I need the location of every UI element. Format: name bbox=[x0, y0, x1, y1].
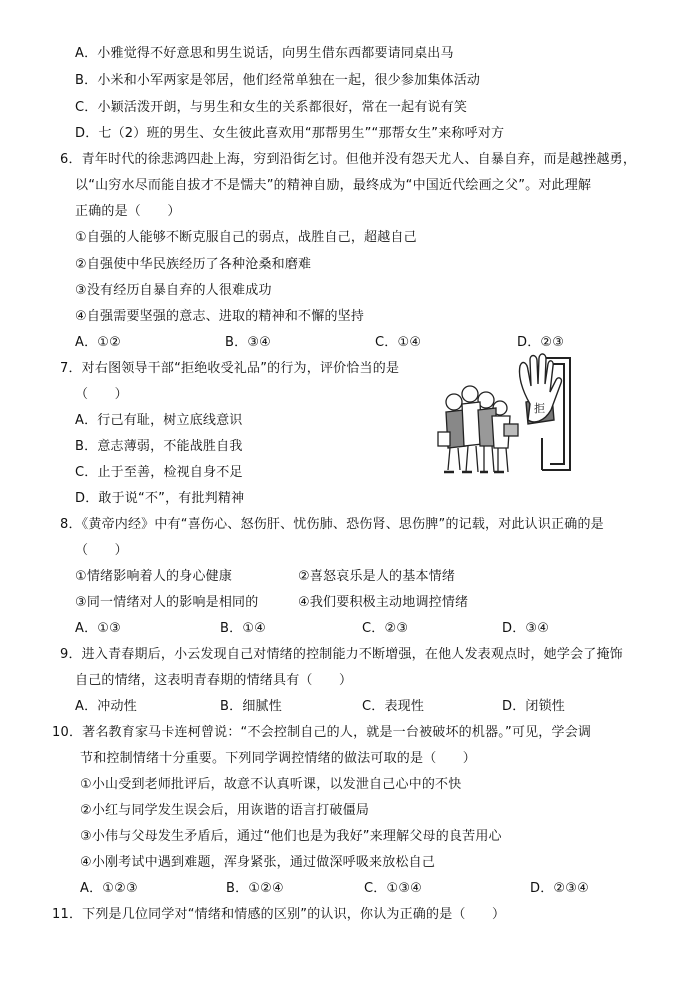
people-with-gifts-icon bbox=[438, 386, 518, 472]
q8-statement-3: ③同一情绪对人的影响是相同的 bbox=[75, 595, 259, 610]
q10-statement-4: ④小刚考试中遇到难题，浑身紧张，通过做深呼吸来放松自己 bbox=[80, 855, 436, 870]
q6-statement-1: ①自强的人能够不断克服自己的弱点，战胜自己，超越自己 bbox=[75, 230, 417, 245]
q10-statement-1: ①小山受到老师批评后，故意不认真听课，以发泄自己心中的不快 bbox=[80, 777, 462, 792]
q9-option-a: A．冲动性 bbox=[75, 699, 137, 714]
q5-option-d: D．七（2）班的男生、女生彼此喜欢用“那帮男生”“那帮女生”来称呼对方 bbox=[75, 126, 505, 141]
q7-option-b: B．意志薄弱，不能战胜自我 bbox=[75, 439, 243, 454]
q8-statement-1: ①情绪影响着人的身心健康 bbox=[75, 569, 233, 584]
q6-option-d: D．②③ bbox=[517, 335, 565, 350]
q5-option-a: A．小雅觉得不好意思和男生说话，向男生借东西都要请同桌出马 bbox=[75, 46, 454, 61]
q7-option-a: A．行己有耻，树立底线意识 bbox=[75, 413, 243, 428]
q8-option-c: C．②③ bbox=[362, 621, 409, 636]
q8-stem-line-1: 8．《黄帝内经》中有“喜伤心、怒伤肝、忧伤肺、恐伤肾、思伤脾”的记载，对此认识正确的是 bbox=[60, 517, 604, 532]
q6-stem-line-1: 6．青年时代的徐悲鸿四赴上海，穷到沿街乞讨。但他并没有怨天尤人、自暴自弃，而是越挫越勇， bbox=[60, 152, 637, 167]
q6-option-a: A．①② bbox=[75, 335, 122, 350]
q6-stem-line-3: 正确的是（ ） bbox=[75, 204, 181, 219]
q6-options bbox=[75, 335, 564, 351]
q8-statement-4: ④我们要积极主动地调控情绪 bbox=[298, 595, 469, 610]
q6-statement-2: ②自强使中华民族经历了各种沧桑和磨难 bbox=[75, 257, 312, 272]
q10-option-d: D．②③④ bbox=[530, 881, 589, 896]
q8-options bbox=[75, 621, 549, 637]
q10-option-b: B．①②④ bbox=[226, 881, 284, 896]
q7-illustration bbox=[430, 350, 582, 480]
q5-option-c: C．小颖活泼开朗，与男生和女生的关系都很好，常在一起有说有笑 bbox=[75, 100, 468, 115]
q10-options bbox=[80, 881, 589, 897]
q9-stem-line-1: 9．进入青春期后，小云发现自己对情绪的控制能力不断增强，在他人发表观点时，她学会了掩饰 bbox=[60, 647, 623, 662]
q9-option-b: B．细腻性 bbox=[220, 699, 282, 714]
q6-option-c: C．①④ bbox=[375, 335, 422, 350]
q9-option-d: D．闭锁性 bbox=[502, 699, 566, 714]
q7-option-d: D．敢于说“不”，有批判精神 bbox=[75, 491, 245, 506]
q6-option-b: B．③④ bbox=[225, 335, 272, 350]
q10-statement-3: ③小伟与父母发生矛盾后，通过“他们也是为我好”来理解父母的良苦用心 bbox=[80, 829, 502, 844]
q10-statement-2: ②小红与同学发生误会后，用诙谐的语言打破僵局 bbox=[80, 803, 370, 818]
q8-option-a: A．①③ bbox=[75, 621, 122, 636]
q8-option-d: D．③④ bbox=[502, 621, 550, 636]
q10-stem-line-2: 节和控制情绪十分重要。下列同学调控情绪的做法可取的是（ ） bbox=[80, 751, 477, 766]
q11-stem: 11．下列是几位同学对“情绪和情感的区别”的认识，你认为正确的是（ ） bbox=[52, 907, 506, 922]
q8-stem-line-2: （ ） bbox=[75, 543, 128, 558]
q10-stem-line-1: 10．著名教育家马卡连柯曾说：“不会控制自己的人，就是一台被破坏的机器。”可见，学会调 bbox=[52, 725, 592, 740]
q7-stem-line-1: 7．对右图领导干部“拒绝收受礼品”的行为，评价恰当的是 bbox=[60, 361, 400, 376]
q9-stem-line-2: 自己的情绪，这表明青春期的情绪具有（ ） bbox=[75, 673, 353, 688]
hand-label: 拒 bbox=[534, 402, 545, 415]
q9-option-c: C．表现性 bbox=[362, 699, 425, 714]
q7-stem-line-2: （ ） bbox=[75, 387, 128, 402]
q5-option-b: B．小米和小军两家是邻居，他们经常单独在一起，很少参加集体活动 bbox=[75, 73, 481, 88]
q8-statements-row-2 bbox=[75, 595, 468, 611]
q6-statement-4: ④自强需要坚强的意志、进取的精神和不懈的坚持 bbox=[75, 309, 365, 324]
q10-option-a: A．①②③ bbox=[80, 881, 138, 896]
q8-statements-row-1 bbox=[75, 569, 455, 585]
q6-statement-3: ③没有经历自暴自弃的人很难成功 bbox=[75, 283, 272, 298]
q9-options bbox=[75, 699, 565, 715]
q10-option-c: C．①③④ bbox=[364, 881, 423, 896]
q8-option-b: B．①④ bbox=[220, 621, 267, 636]
q8-statement-2: ②喜怒哀乐是人的基本情绪 bbox=[298, 569, 456, 584]
q7-option-c: C．止于至善，检视自身不足 bbox=[75, 465, 243, 480]
q6-stem-line-2: 以“山穷水尽而能自拔才不是懦夫”的精神自励，最终成为“中国近代绘画之父”。对此理解 bbox=[75, 178, 592, 193]
